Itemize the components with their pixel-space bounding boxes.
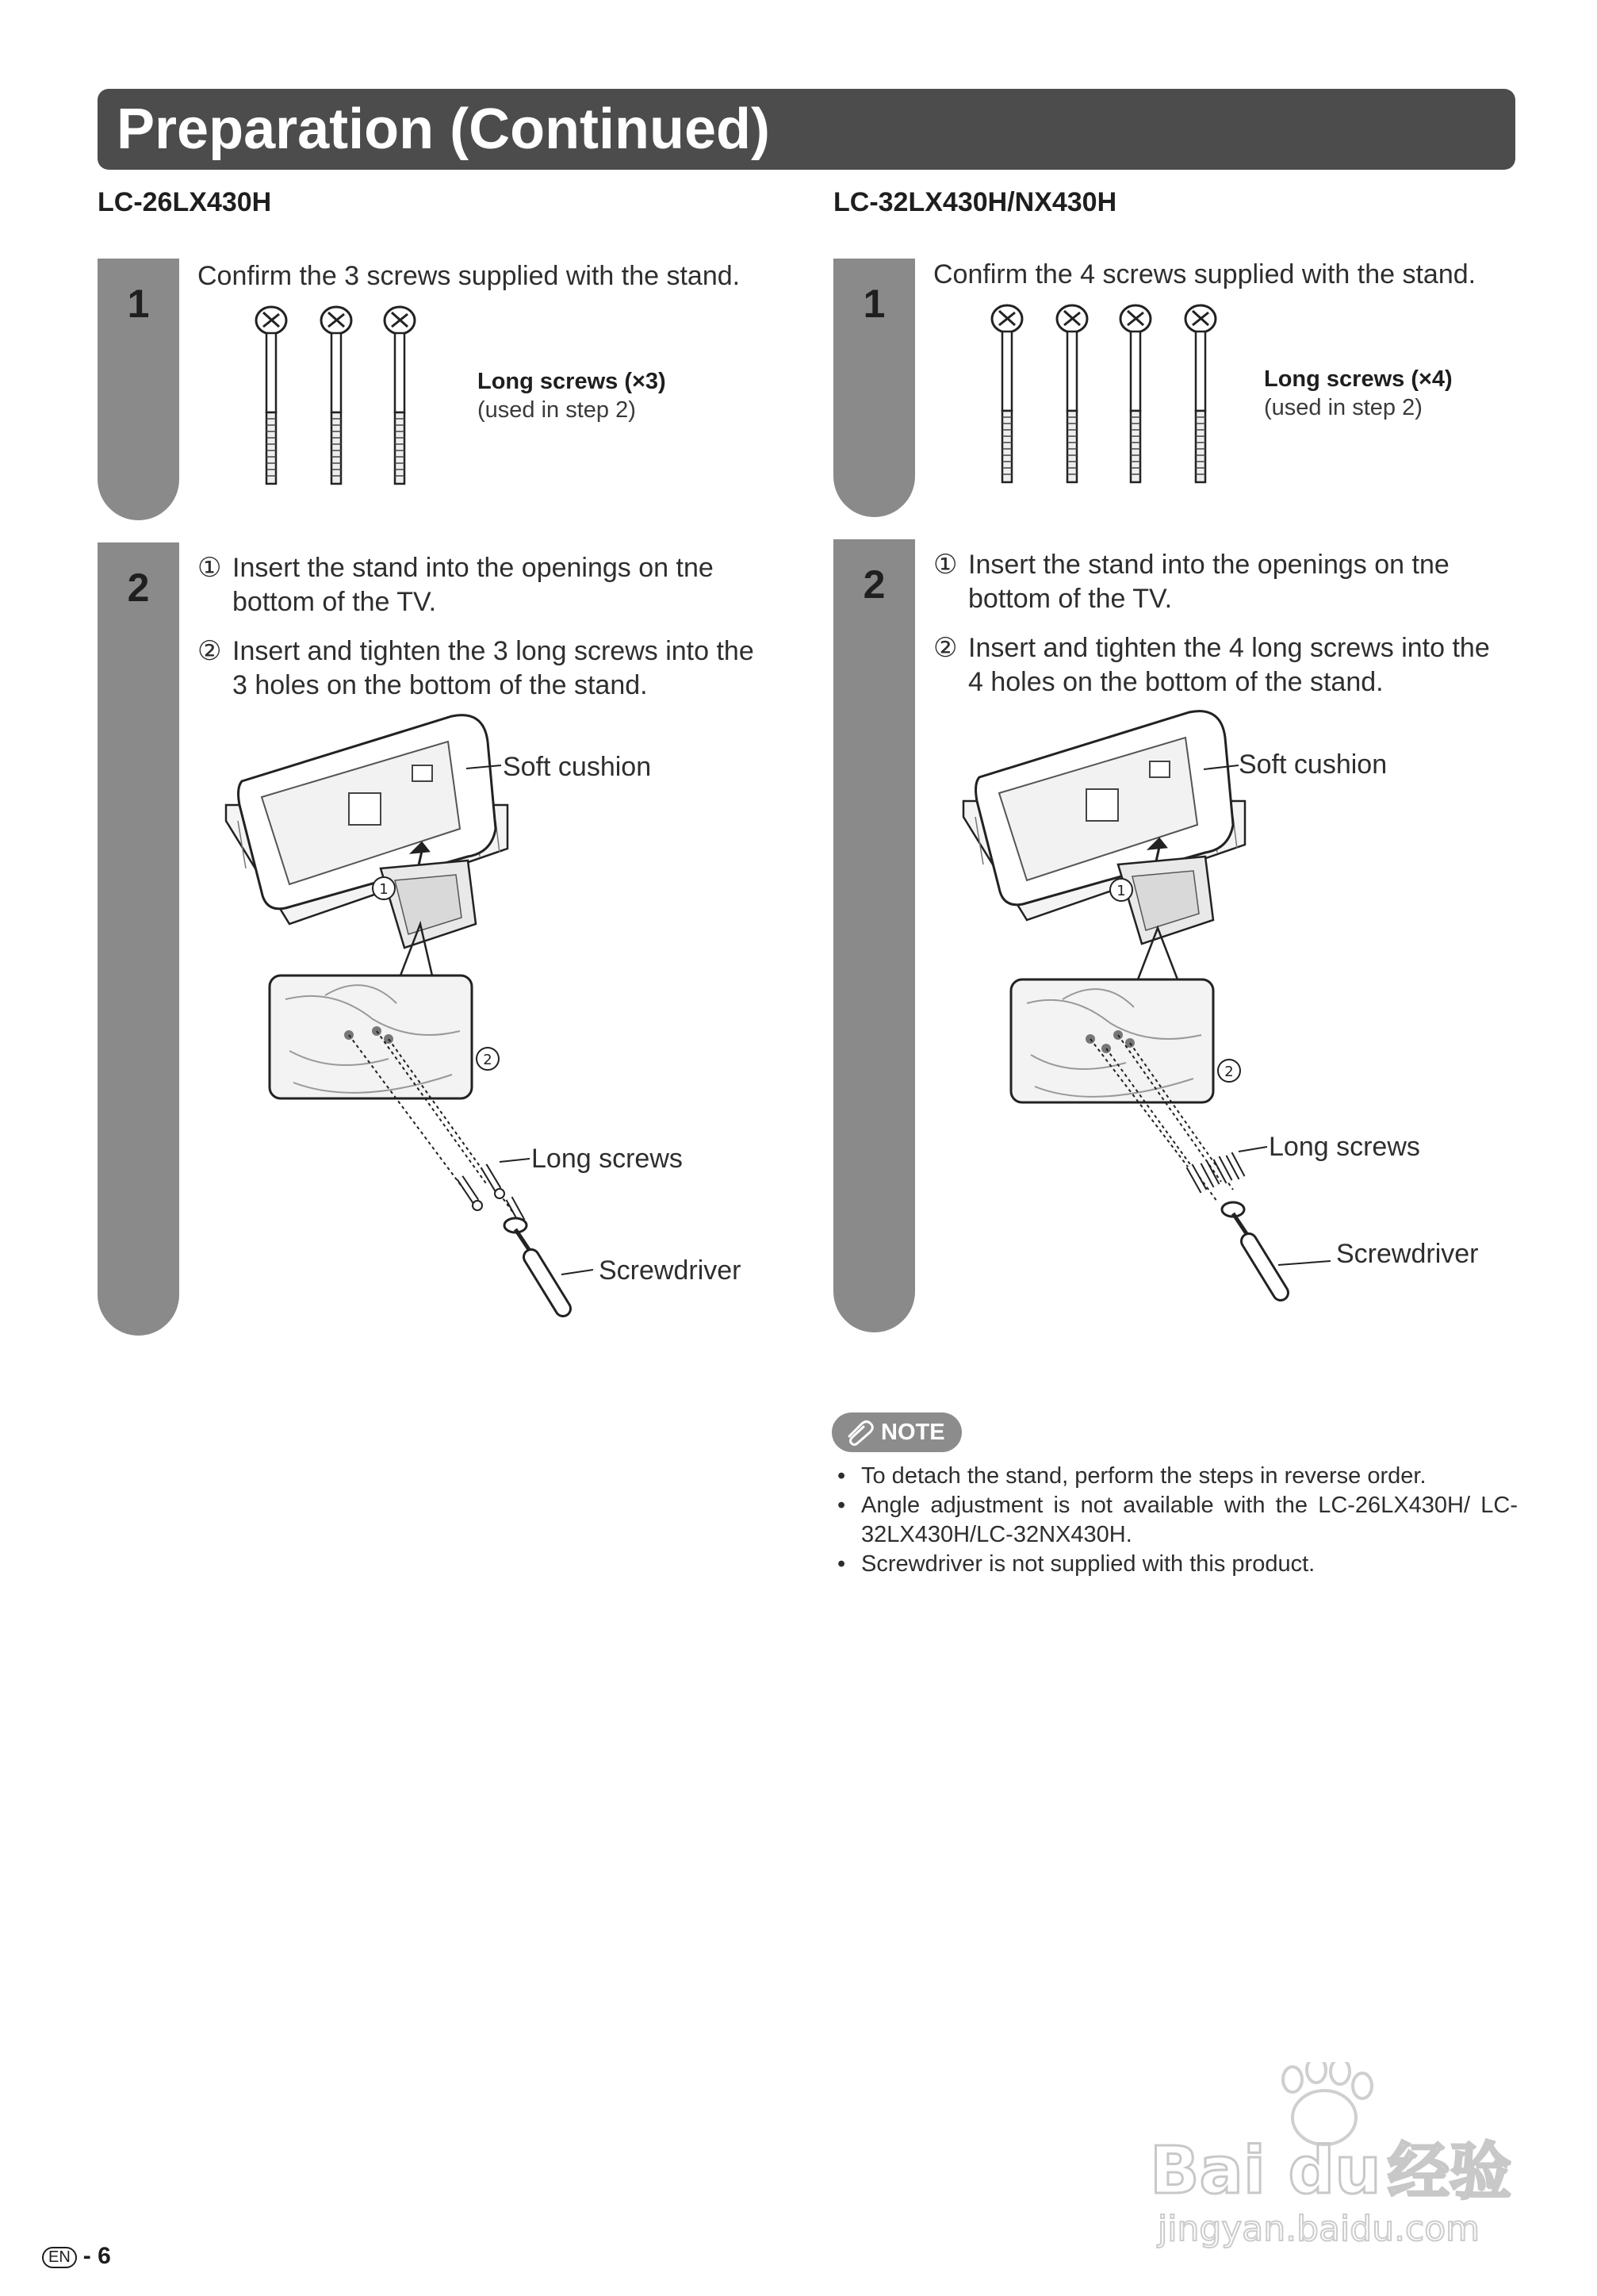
svg-text:1: 1 <box>379 881 389 898</box>
circled-number: ① <box>933 550 958 580</box>
svg-text:2: 2 <box>1224 1064 1234 1080</box>
watermark-brand: Bai du <box>1150 2133 1381 2209</box>
footer-separator: - <box>82 2243 91 2269</box>
screws-label-right <box>1264 365 1453 422</box>
item-line: Insert and tighten the 4 long screws into the <box>968 633 1490 663</box>
page-number: 6 <box>98 2243 111 2269</box>
model-heading-left: LC-26LX430H <box>98 187 272 217</box>
callout-soft-cushion-left: Soft cushion <box>503 752 652 782</box>
circled-number: ② <box>933 633 958 663</box>
screws-title: Long screws (×4) <box>1264 366 1453 392</box>
screws-note: (used in step 2) <box>1264 395 1423 420</box>
svg-text:2: 2 <box>483 1052 492 1068</box>
screws-illustration-right <box>975 300 1245 508</box>
note-badge <box>832 1412 962 1452</box>
screw-icon <box>460 1166 522 1221</box>
page-title-bar <box>98 89 1515 170</box>
model-heading-right: LC-32LX430H/NX430H <box>833 187 1117 217</box>
step2-item2-right <box>933 631 1536 703</box>
watermark-cjk: 经验 <box>1388 2137 1512 2208</box>
step-number: 2 <box>863 562 886 607</box>
tv-stand-illustration-right <box>952 706 1396 1324</box>
screw-icon <box>1057 305 1087 482</box>
note-label: NOTE <box>881 1420 945 1445</box>
step2-item1-left <box>197 551 800 623</box>
step1-text-left: Confirm the 3 screws supplied with the stand. <box>197 261 741 291</box>
baidu-watermark <box>1126 2062 1538 2252</box>
screw-icon <box>1189 1154 1242 1191</box>
callout-soft-cushion-right: Soft cushion <box>1239 749 1388 780</box>
screwdriver-icon <box>1222 1202 1281 1293</box>
note-list <box>836 1462 1518 1579</box>
step-tab-2-right <box>833 539 915 1332</box>
page-title: Preparation (Continued) <box>117 98 770 161</box>
note-item: • To detach the stand, perform the steps in reverse order. <box>836 1462 1518 1491</box>
step-tab-1-right <box>833 259 915 517</box>
screw-icon <box>385 307 415 484</box>
note-item: • Angle adjustment is not available with the LC-26LX430H/ LC-32LX430H/LC-32NX430H. <box>836 1491 1518 1550</box>
callout-screwdriver-left: Screwdriver <box>599 1255 741 1286</box>
step-number: 1 <box>127 282 150 326</box>
callout-long-screws-right: Long screws <box>1269 1132 1420 1162</box>
screw-icon <box>992 305 1022 482</box>
item-line: Insert and tighten the 3 long screws into the <box>232 636 754 666</box>
step-number: 1 <box>863 282 886 326</box>
screws-illustration-left <box>238 301 444 508</box>
step2-item1-right <box>933 548 1536 619</box>
callout-long-screws-left: Long screws <box>531 1144 683 1174</box>
item-line: Insert the stand into the openings on tne <box>968 550 1450 580</box>
step-tab-2-left <box>98 542 179 1336</box>
page-footer <box>42 2243 111 2270</box>
watermark-url: jingyan.baidu.com <box>1158 2209 1480 2249</box>
step2-item2-left <box>197 634 800 706</box>
step-number: 2 <box>127 565 150 610</box>
note-item: • Screwdriver is not supplied with this product. <box>836 1550 1518 1579</box>
tv-stand-illustration-left <box>214 710 642 1328</box>
screws-label-left <box>477 367 666 424</box>
item-line: 3 holes on the bottom of the stand. <box>232 670 648 700</box>
language-badge: EN <box>42 2247 77 2268</box>
screw-icon <box>256 307 286 484</box>
item-line: Insert the stand into the openings on tne <box>232 553 714 583</box>
paperclip-icon <box>844 1419 876 1446</box>
item-line: 4 holes on the bottom of the stand. <box>968 667 1384 697</box>
screwdriver-icon <box>504 1218 563 1309</box>
item-line: bottom of the TV. <box>968 584 1173 614</box>
circled-number: ② <box>197 636 222 666</box>
step-tab-1-left <box>98 259 179 520</box>
item-line: bottom of the TV. <box>232 587 437 617</box>
screws-note: (used in step 2) <box>477 397 636 423</box>
screw-icon <box>321 307 351 484</box>
screws-title: Long screws (×3) <box>477 369 666 394</box>
circled-number: ① <box>197 553 222 583</box>
step1-text-right: Confirm the 4 screws supplied with the stand. <box>933 259 1476 289</box>
svg-text:1: 1 <box>1116 883 1126 899</box>
screw-icon <box>1185 305 1216 482</box>
screw-icon <box>1120 305 1151 482</box>
callout-screwdriver-right: Screwdriver <box>1336 1239 1479 1269</box>
